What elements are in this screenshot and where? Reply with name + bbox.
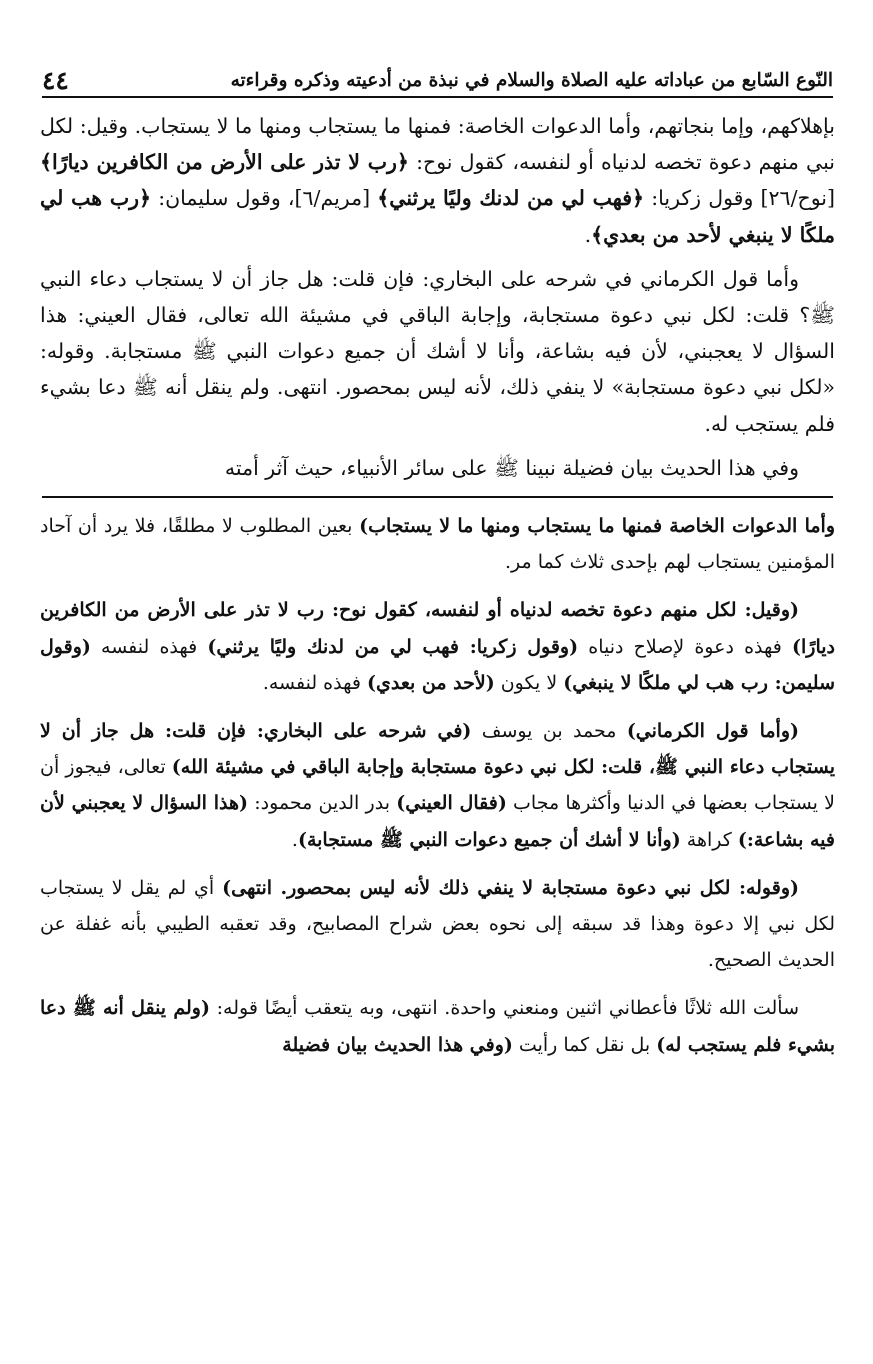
quoted-text: (في شرحه على البخاري: فإن قلت: هل جاز أن لا يستجاب دعاء النبي ﷺ، قلت: لكل نبي دعوة مستجابة وإجابة الباقي في مشيئة الله) bbox=[40, 720, 835, 779]
explanation-text: سألت الله ثلاثًا فأعطاني اثنين ومنعني واحدة. انتهى، وبه يتعقب أيضًا قوله: bbox=[209, 997, 799, 1020]
quran-verse-zakariya: ﴿فهب لي من لدنك وليًا يرثني﴾ bbox=[377, 186, 645, 211]
explanation-text: محمد بن يوسف bbox=[471, 720, 627, 743]
quoted-text: (لأحد من بعدي) bbox=[366, 671, 495, 694]
explanation-text: فهذه لنفسه bbox=[90, 635, 208, 658]
main-paragraph-3: وفي هذا الحديث بيان فضيلة نبينا ﷺ على سائر الأنبياء، حيث آثر أمته bbox=[224, 455, 799, 480]
explanation-text: بعين المطلوب لا مطلقًا، فلا يرد أن آحاد المؤمنين يستجاب لهم بإحدى ثلاث كما مر. bbox=[40, 515, 835, 574]
page-number: ٤٤ bbox=[42, 66, 69, 95]
page-header bbox=[42, 50, 833, 98]
text-segment: بإهلاكهم، وإما بنجاتهم، وأما الدعوات الخاصة: فمنها ما يستجاب ومنها ما لا يستجاب. وقيل: لكل نبي منهم دعوة تخصه لدنياه أو لنفسه، كقول نوح: bbox=[40, 114, 836, 175]
quoted-text: (ولم ينقل أنه ﷺ دعا بشيء فلم يستجب له) bbox=[40, 997, 835, 1056]
running-title: النّوع السّابع من عباداته عليه الصلاة والسلام في نبذة من أدعيته وذكره وقراءته bbox=[230, 70, 833, 91]
footnote-separator bbox=[42, 496, 833, 498]
explanation-text: أي لم يقل لا يستجاب لكل نبي إلا دعوة وهذا قد سبقه إلى نحوه بعض شراح المصابيح، وقد تعقبه الطيبي بأنه غفلة عن الحديث الصحيح. bbox=[40, 876, 835, 972]
explanation-text: كراهة bbox=[680, 828, 738, 851]
text-segment: [مريم/٦]، وقول سليمان: bbox=[151, 186, 378, 211]
main-paragraph-2: وأما قول الكرماني في شرحه على البخاري: فإن قلت: هل جاز أن لا يستجاب دعاء النبي ﷺ؟ قلت: لكل نبي دعوة مستجابة، وإجابة الباقي في مشيئة الله تعالى، فقال العيني: هذا السؤال لا يعجبني، لأن فيه بشاعة، وأنا لا أشك أن جميع دعوات النبي ﷺ مستجابة. وقوله: «لكل نبي دعوة مستجابة» لا ينفي ذلك، لأنه ليس بمحصور. انتهى. ولم ينقل أنه ﷺ دعا بشيء فلم يستجب له. bbox=[40, 266, 835, 436]
commentary bbox=[40, 508, 835, 1063]
quran-verse-noah: ﴿رب لا تذر على الأرض من الكافرين ديارًا﴾ bbox=[40, 150, 409, 175]
explanation-text: بل نقل كما رأيت bbox=[512, 1033, 657, 1056]
quoted-text: (وقول سليمن: رب هب لي ملكًا لا ينبغي) bbox=[40, 635, 835, 694]
explanation-text: تعالى، فيجوز أن لا يستجاب بعضها في الدنيا وأكثرها مجاب bbox=[40, 756, 835, 815]
quoted-text: (هذا السؤال لا يعجبني لأن فيه بشاعة:) bbox=[40, 792, 835, 851]
explanation-text: لا يكون bbox=[494, 671, 564, 694]
text-segment: . bbox=[584, 222, 592, 247]
quoted-text: (وقول زكريا: فهب لي من لدنك وليًا يرثني) bbox=[207, 635, 579, 658]
quoted-text: (وأنا لا أشك أن جميع دعوات النبي ﷺ مستجابة) bbox=[297, 828, 681, 851]
commentary-paragraph-1 bbox=[40, 508, 835, 580]
commentary-paragraph-4 bbox=[40, 870, 835, 979]
commentary-paragraph-3 bbox=[40, 713, 835, 858]
quoted-text: (وقوله: لكل نبي دعوة مستجابة لا ينفي ذلك لأنه ليس بمحصور. انتهى) bbox=[222, 876, 799, 899]
quoted-text: (وفي هذا الحديث بيان فضيلة bbox=[282, 1033, 513, 1056]
main-paragraph-1 bbox=[40, 108, 835, 253]
quran-verse-sulayman: ﴿رب هب لي ملكًا لا ينبغي لأحد من بعدي﴾ bbox=[40, 186, 835, 247]
quoted-text: وأما الدعوات الخاصة فمنها ما يستجاب ومنها ما لا يستجاب) bbox=[359, 515, 835, 538]
quoted-text: (وقيل: لكل منهم دعوة تخصه لدنياه أو لنفسه، كقول نوح: رب لا تذر على الأرض من الكافرين ديارًا) bbox=[40, 599, 835, 658]
commentary-paragraph-2 bbox=[40, 592, 835, 701]
main-text bbox=[40, 108, 835, 486]
explanation-text: فهذه دعوة لإصلاح دنياه bbox=[578, 635, 792, 658]
quoted-text: (وأما قول الكرماني) bbox=[626, 720, 799, 743]
explanation-text: فهذه لنفسه. bbox=[262, 671, 367, 694]
text-segment: [نوح/٢٦] وقول زكريا: bbox=[644, 186, 836, 211]
commentary-paragraph-5 bbox=[40, 990, 835, 1062]
explanation-text: . bbox=[291, 828, 298, 851]
explanation-text: بدر الدين محمود: bbox=[248, 792, 397, 815]
quoted-text: (فقال العيني) bbox=[396, 792, 507, 815]
